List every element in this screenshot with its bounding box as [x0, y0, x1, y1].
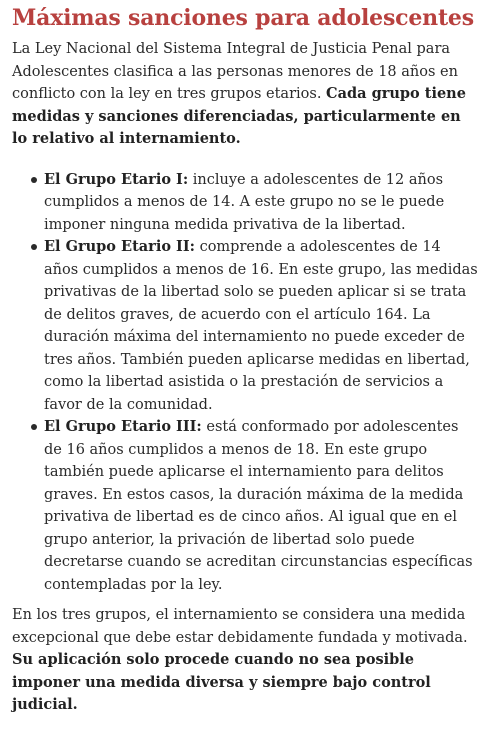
group-description: comprende a adolescentes de 14 años cumplidos a menos de 16. En este grupo, las medidas privativas de la libertad solo se pueden aplicar si se trata de delitos graves, de acuerdo con el artículo 164. La duración máxima del internamiento no puede exceder de tres años. También pueden aplicarse medidas en libertad, como la libertad asistida o la prestación de servicios a favor de la comunidad.	[44, 239, 478, 413]
closing-paragraph	[12, 604, 478, 717]
list-item-grupo-etario-2	[44, 236, 478, 416]
intro-bold-text: Cada grupo tiene medidas y sanciones diferenciadas, particularmente en lo relativo al internamiento.	[12, 85, 466, 147]
article-title: Máximas sanciones para adolescentes	[12, 5, 474, 31]
intro-paragraph	[12, 38, 478, 151]
group-label: El Grupo Etario I:	[44, 170, 189, 188]
group-label: El Grupo Etario III:	[44, 418, 202, 435]
group-description: está conformado por adolescentes de 16 años cumplidos a menos de 18. En este grupo también puede aplicarse el internamiento para delitos graves. En estos casos, la duración máxima de la medida privativa de libertad es de cinco años. Al igual que en el grupo anterior, la privación de libertad solo puede decretarse cuando se acreditan circunstancias específicas contempladas por la ley.	[44, 419, 473, 593]
group-label: El Grupo Etario II:	[44, 238, 195, 255]
age-groups-list	[12, 169, 478, 597]
list-item-grupo-etario-3	[44, 416, 478, 596]
group-description: incluye a adolescentes de 12 años cumplidos a menos de 14. A este grupo no se le puede imponer ninguna medida privativa de la libertad.	[44, 171, 445, 233]
list-item-grupo-etario-1	[44, 169, 478, 237]
intro-text: La Ley Nacional del Sistema Integral de Justicia Penal para Adolescentes clasifica a las personas menores de 18 años en conflicto con la ley en tres grupos etarios.	[12, 41, 458, 102]
closing-text: En los tres grupos, el internamiento se considera una medida excepcional que debe estar debidamente fundada y motivada.	[12, 607, 468, 646]
closing-bold-text: Su aplicación solo procede cuando no sea posible imponer una medida diversa y siempre bajo control judicial.	[12, 651, 431, 713]
